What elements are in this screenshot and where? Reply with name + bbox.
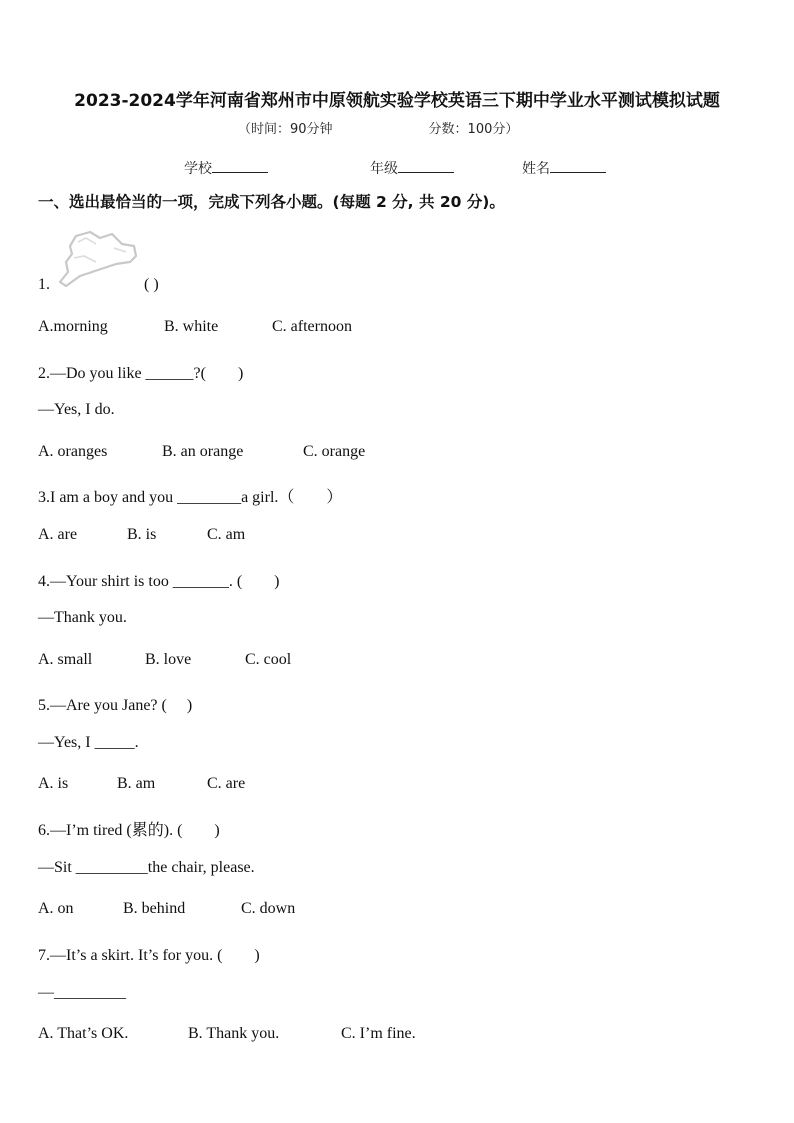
school-field[interactable] <box>184 158 268 178</box>
exam-title: 2023-2024学年河南省郑州市中原领航实验学校英语三下期中学业水平测试模拟试题 <box>74 91 720 111</box>
question-2-response: —Yes, I do. <box>38 401 115 418</box>
question-4-option-a[interactable]: A. small <box>38 651 93 668</box>
question-1-options <box>38 318 352 336</box>
question-6-option-b[interactable]: B. behind <box>123 900 186 917</box>
question-5-option-a[interactable]: A. is <box>38 775 69 792</box>
school-blank[interactable] <box>212 158 268 173</box>
question-6-options <box>38 900 295 918</box>
question-4-stem: 4.—Your shirt is too _______. ( ) <box>38 573 280 590</box>
question-7-option-c[interactable]: C. I’m fine. <box>341 1025 416 1042</box>
question-3-option-a[interactable]: A. are <box>38 526 78 543</box>
question-1-option-c[interactable]: C. afternoon <box>272 318 352 335</box>
question-3-stem: 3.I am a boy and you ________a girl.（ ） <box>38 489 343 506</box>
question-5-stem: 5.—Are you Jane? ( ) <box>38 697 193 714</box>
question-5-options <box>38 775 245 793</box>
question-2-option-c[interactable]: C. orange <box>303 443 366 460</box>
question-4-option-b[interactable]: B. love <box>145 651 192 668</box>
question-3-option-b[interactable]: B. is <box>127 526 157 543</box>
question-1-option-a[interactable]: A.morning <box>38 318 108 335</box>
question-7-stem: 7.—It’s a skirt. It’s for you. ( ) <box>38 947 260 964</box>
question-6-stem: 6.—I’m tired (累的). ( ) <box>38 822 220 839</box>
question-5-option-c[interactable]: C. are <box>207 775 246 792</box>
question-1-number: 1. <box>38 276 50 293</box>
question-5-response: —Yes, I _____. <box>38 734 139 751</box>
question-1-answer-parens: ( ) <box>144 276 159 293</box>
grade-label: 年级 <box>370 161 398 177</box>
question-7-options <box>38 1025 416 1043</box>
grade-blank[interactable] <box>398 158 454 173</box>
time-limit: （时间：90分钟 <box>238 122 333 137</box>
question-6-response: —Sit _________the chair, please. <box>38 859 255 876</box>
question-3-option-c[interactable]: C. am <box>207 526 246 543</box>
name-field[interactable] <box>522 158 606 178</box>
question-1-stem <box>38 276 159 294</box>
name-label: 姓名 <box>522 161 550 177</box>
name-blank[interactable] <box>550 158 606 173</box>
question-7-response: —_________ <box>38 984 126 1001</box>
grade-field[interactable] <box>370 158 454 178</box>
total-score: 分数：100分） <box>428 122 519 137</box>
question-4-response: —Thank you. <box>38 609 127 626</box>
question-2-option-b[interactable]: B. an orange <box>162 443 244 460</box>
question-7-option-a[interactable]: A. That’s OK. <box>38 1025 129 1042</box>
question-6-option-a[interactable]: A. on <box>38 900 74 917</box>
question-5-option-b[interactable]: B. am <box>117 775 156 792</box>
question-6-option-c[interactable]: C. down <box>241 900 296 917</box>
question-3-options <box>38 526 245 544</box>
school-label: 学校 <box>184 161 212 177</box>
question-2-option-a[interactable]: A. oranges <box>38 443 108 460</box>
question-1-option-b[interactable]: B. white <box>164 318 219 335</box>
section-heading: 一、选出最恰当的一项，完成下列各小题。(每题 2 分, 共 20 分)。 <box>38 193 505 211</box>
question-4-option-c[interactable]: C. cool <box>245 651 292 668</box>
question-4-options <box>38 651 291 669</box>
question-2-stem: 2.—Do you like ______?( ) <box>38 365 244 382</box>
exam-subtitle <box>238 118 518 137</box>
question-7-option-b[interactable]: B. Thank you. <box>188 1025 280 1042</box>
question-2-options <box>38 443 365 461</box>
